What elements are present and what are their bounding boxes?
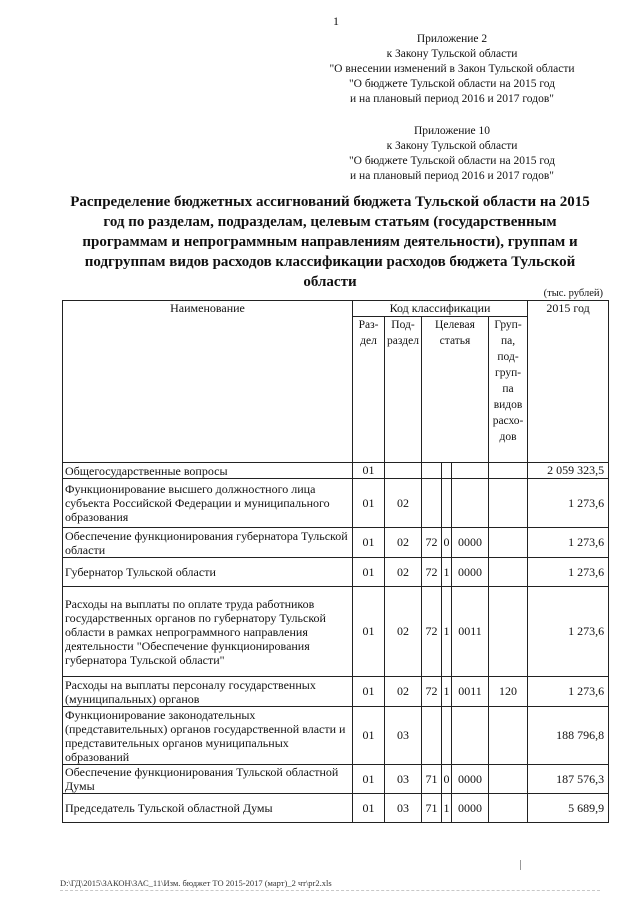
title-line: Распределение бюджетных ассигнований бюджета Тульской области на 2015 <box>70 194 590 210</box>
row-target-code: 0000 <box>452 765 489 794</box>
row-target-code: 0000 <box>452 794 489 823</box>
row-target-code <box>452 463 489 479</box>
row-target-program: 72 <box>422 677 442 707</box>
row-expense-group <box>489 587 528 677</box>
row-expense-group <box>489 794 528 823</box>
row-subsection: 02 <box>385 479 422 528</box>
margin-mark <box>520 860 521 870</box>
row-expense-group <box>489 479 528 528</box>
row-target-sub: 1 <box>442 558 452 587</box>
header-name: Наименование <box>63 301 353 463</box>
row-target-program: 71 <box>422 765 442 794</box>
title-line: области <box>303 274 357 290</box>
row-name: Расходы на выплаты по оплате труда работников государственных органов по губернатору Тульской области в рамках непрограммного направления деятельности "Обеспечение функционирования губернатора Тульской области" <box>63 587 353 677</box>
row-target-sub: 0 <box>442 765 452 794</box>
row-name: Обеспечение функционирования Тульской областной Думы <box>63 765 353 794</box>
row-section: 01 <box>353 765 385 794</box>
header-code: Код классификации <box>353 301 528 317</box>
row-target-program: 71 <box>422 794 442 823</box>
row-target-program <box>422 463 442 479</box>
row-subsection: 02 <box>385 528 422 558</box>
row-amount: 5 689,9 <box>528 794 609 823</box>
row-expense-group <box>489 707 528 765</box>
row-section: 01 <box>353 479 385 528</box>
header-subsection: Под-раздел <box>385 317 422 463</box>
table-row <box>63 463 609 479</box>
annex-line: "О бюджете Тульской области на 2015 год <box>348 78 556 90</box>
row-target-sub: 0 <box>442 528 452 558</box>
row-amount: 2 059 323,5 <box>528 463 609 479</box>
document-title <box>60 192 600 292</box>
row-name: Губернатор Тульской области <box>63 558 353 587</box>
row-amount: 1 273,6 <box>528 558 609 587</box>
annex-line: Приложение 10 <box>413 125 491 137</box>
page-number: 1 <box>333 14 339 28</box>
annex-line: и на плановый период 2016 и 2017 годов" <box>350 170 554 182</box>
row-section: 01 <box>353 587 385 677</box>
row-name: Обеспечение функционирования губернатора Тульской области <box>63 528 353 558</box>
row-target-code: 0000 <box>452 528 489 558</box>
annex-line: "О внесении изменений в Закон Тульской области <box>329 63 575 75</box>
row-target-sub <box>442 479 452 528</box>
row-amount: 188 796,8 <box>528 707 609 765</box>
footer-divider <box>60 890 600 891</box>
row-subsection: 02 <box>385 558 422 587</box>
row-expense-group <box>489 528 528 558</box>
annex-header-second <box>302 124 602 184</box>
header-group: Груп-па, под-груп-па видов расхо-дов <box>489 317 528 463</box>
row-expense-group <box>489 558 528 587</box>
annex-header-top <box>302 32 602 107</box>
row-amount: 187 576,3 <box>528 765 609 794</box>
row-target-program: 72 <box>422 587 442 677</box>
title-line: программам и непрограммным направлениям деятельности), группам и <box>82 234 578 250</box>
table-row <box>63 765 609 794</box>
title-line: подгруппам видов расходов классификации расходов бюджета Тульской <box>84 254 576 270</box>
row-subsection: 03 <box>385 765 422 794</box>
annex-line: к Закону Тульской области <box>386 48 518 60</box>
row-subsection: 03 <box>385 707 422 765</box>
row-target-sub: 1 <box>442 794 452 823</box>
row-section: 01 <box>353 463 385 479</box>
row-subsection: 02 <box>385 677 422 707</box>
row-target-program: 72 <box>422 528 442 558</box>
row-name: Председатель Тульской областной Думы <box>63 794 353 823</box>
row-name: Функционирование высшего должностного лица субъекта Российской Федерации и муниципального образования <box>63 479 353 528</box>
row-target-program <box>422 479 442 528</box>
header-section: Раз-дел <box>353 317 385 463</box>
row-target-sub <box>442 707 452 765</box>
row-section: 01 <box>353 558 385 587</box>
budget-table <box>62 300 609 823</box>
row-name: Общегосударственные вопросы <box>63 463 353 479</box>
row-name: Функционирование законодательных (представительных) органов государственной власти и представительных органов муниципальных образований <box>63 707 353 765</box>
row-target-code: 0000 <box>452 558 489 587</box>
row-subsection: 02 <box>385 587 422 677</box>
row-section: 01 <box>353 707 385 765</box>
annex-line: "О бюджете Тульской области на 2015 год <box>348 155 556 167</box>
row-section: 01 <box>353 528 385 558</box>
row-expense-group: 120 <box>489 677 528 707</box>
row-amount: 1 273,6 <box>528 479 609 528</box>
table-row <box>63 528 609 558</box>
row-target-code: 0011 <box>452 677 489 707</box>
table-row <box>63 479 609 528</box>
row-target-sub: 1 <box>442 587 452 677</box>
row-target-code: 0011 <box>452 587 489 677</box>
table-row <box>63 587 609 677</box>
file-path-footer: D:\ГД\2015\ЗАКОН\ЗАС_11\Изм. бюджет ТО 2015-2017 (март)_2 чт\pr2.xls <box>60 878 332 888</box>
row-section: 01 <box>353 677 385 707</box>
row-expense-group <box>489 463 528 479</box>
row-amount: 1 273,6 <box>528 528 609 558</box>
header-year: 2015 год <box>528 301 609 463</box>
row-section: 01 <box>353 794 385 823</box>
annex-line: Приложение 2 <box>416 33 488 45</box>
table-row <box>63 558 609 587</box>
row-expense-group <box>489 765 528 794</box>
annex-line: и на плановый период 2016 и 2017 годов" <box>350 93 554 105</box>
header-target: Целевая статья <box>422 317 489 463</box>
row-target-sub: 1 <box>442 677 452 707</box>
row-target-sub <box>442 463 452 479</box>
table-row <box>63 707 609 765</box>
title-line: год по разделам, подразделам, целевым статьям (государственным <box>103 214 557 230</box>
row-name: Расходы на выплаты персоналу государственных (муниципальных) органов <box>63 677 353 707</box>
row-target-program <box>422 707 442 765</box>
row-amount: 1 273,6 <box>528 677 609 707</box>
row-amount: 1 273,6 <box>528 587 609 677</box>
table-row <box>63 677 609 707</box>
row-target-code <box>452 479 489 528</box>
row-target-code <box>452 707 489 765</box>
row-subsection <box>385 463 422 479</box>
annex-line: к Закону Тульской области <box>386 140 518 152</box>
row-target-program: 72 <box>422 558 442 587</box>
table-row <box>63 794 609 823</box>
units-label: (тыс. рублей) <box>543 288 603 299</box>
row-subsection: 03 <box>385 794 422 823</box>
